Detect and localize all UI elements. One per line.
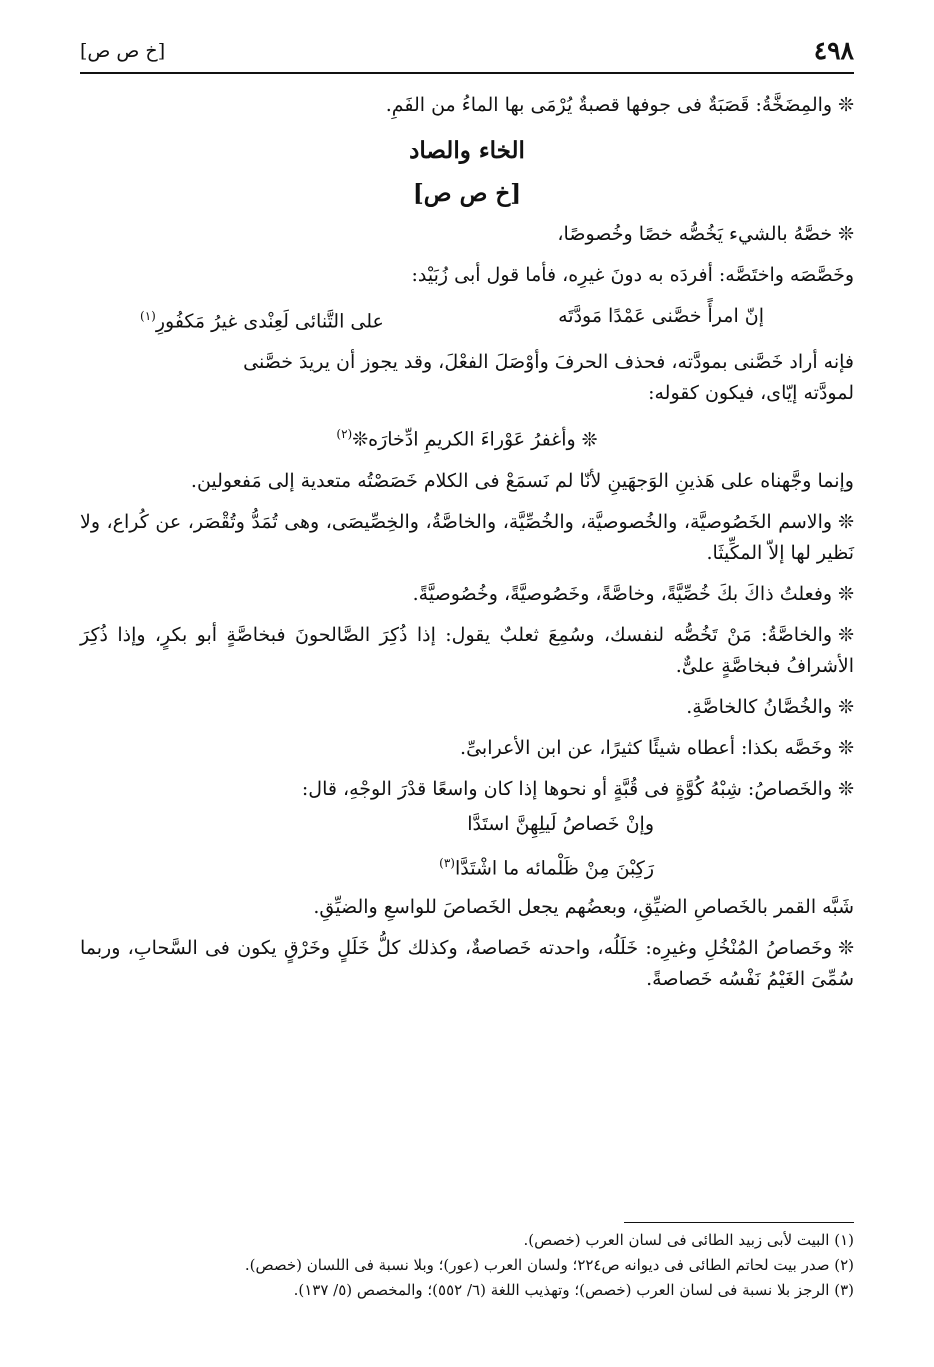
section-title: الخاء والصاد [409, 137, 525, 164]
verse-first-hemistich: إنّ امرأً خصَّنى عَمْدًا مَودَّتَه [558, 305, 764, 327]
entry-khasas: ❊والخَصاصُ: شِبْهُ كُوَّةٍ فى قُبَّةٍ أو نحوها إذا كان واسعًا قدْرَ الوجْهِ، قال: [301, 777, 854, 800]
footnote-ref-2: (٢) [336, 427, 353, 442]
page-header [80, 36, 854, 72]
star-icon: ❊ [838, 223, 854, 245]
entry-khassasahu: وخَصَّصَه واختَصَّه: أفردَه به دونَ غيرِه، فأما قول أبى زُبَيْد: [411, 264, 854, 286]
footnote-1: (١) البيت لأبى زبيد الطائى فى لسان العرب (خصص). [523, 1231, 854, 1249]
rajaz-line-2: رَكِبْنَ مِنْ ظَلْمائه ما اشْتَدَّا$^{(٣)}$ [439, 855, 654, 879]
verse-second-hemistich: على التَّنائى لَعِنْدى غيرُ مَكفُورِ$^{(١)}$ [140, 309, 384, 333]
star-icon: ❊ [838, 510, 854, 533]
footnote-ref-1: (١) [140, 309, 156, 323]
verse-hatim: ❊وأغفرُ عَوْراءَ الكريمِ ادِّخارَه❊$^{(٢)}$ [336, 427, 598, 451]
entry-fa-innahu-cont: لمودَّته إيّاى، فيكون كقوله: [648, 382, 854, 405]
star-icon: ❊ [838, 736, 854, 759]
entry-khassahu-bi: ❊وخَصَّه بكذا: أعطاه شيئًا كثيرًا، عن ابن الأعرابىِّ. [460, 736, 854, 759]
star-icon: ❊ [838, 582, 854, 605]
entry-khussan: ❊والخُصَّانُ كالخاصَّةِ. [686, 695, 854, 718]
star-icon: ❊ [838, 777, 854, 800]
entry-ism: ❊والاسم الخَصُوصيَّة، والخُصوصيَّة، والخُصِّيَّة، والخاصَّةُ، والخِصِّيصَى، وهى تُمَدُّ وتُقْصَر، عن كُراع، ولا نَظير لها إلاّ المكِّيثَا. [80, 510, 854, 564]
footnote-ref-3: (٣) [439, 855, 455, 870]
entry-madkhakha: ❊والمِضَخَّةُ: قَصَبَةٌ فى جوفها قصبةٌ يُرْمَى بها الماءُ من الفَمِ. [385, 94, 854, 116]
header-divider [80, 72, 854, 74]
root-title: [خ ص ص] [412, 180, 522, 207]
footnote-divider [624, 1222, 854, 1223]
entry-faalat: ❊وفعلتُ ذاكَ بكَ خُصِّيَّةً، وخاصَّةً، وخَصُوصيَّةً، وخُصُوصيَّةً. [412, 582, 854, 605]
entry-khassahu: ❊خصَّهُ بالشيء يَخُصُّه خصًا وخُصوصًا، [557, 223, 854, 245]
footnote-2: (٢) صدر بيت لحاتم الطائى فى ديوانه ص٢٢٤؛ ولسان العرب (عور)؛ وبلا نسبة فى اللسان (خصص). [244, 1256, 854, 1274]
footnote-3: (٣) الرجز بلا نسبة فى لسان العرب (خصص)؛ وتهذيب اللغة (٦/ ٥٥٢)؛ والمخصص (٥/ ١٣٧). [293, 1281, 854, 1299]
page-body [80, 90, 854, 1005]
entry-fa-innahu: فإنه أراد خَصَّنى بمودَّته، فحذف الحرفَ وأوْصَلَ الفعْلَ، وقد يجوز أن يريدَ خصَّنى [243, 351, 854, 374]
star-icon: ❊ [838, 623, 854, 646]
entry-shabbah: شَبَّه القمر بالخَصاصِ الضيِّقِ، وبعضُهم يجعل الخَصاصَ للواسعِ والضيِّقِ. [313, 895, 854, 918]
star-icon: ❊ [838, 94, 854, 116]
footnotes [80, 1228, 854, 1303]
star-icon: ❊ [581, 428, 598, 451]
star-icon: ❊ [838, 936, 854, 959]
verse-abi-zubayd [80, 301, 854, 337]
entry-khassa: ❊والخاصَّةُ: مَنْ تَخُصُّه لنفسك، وسُمِعَ ثعلبٌ يقول: إذا ذُكِرَ الصَّالحونَ فبخاصَّةٍ أبو بكرٍ، وإذا ذُكِرَ الأشرافُ فبخاصَّةٍ علىٌّ. [80, 623, 854, 677]
star-icon: ❊ [838, 695, 854, 718]
entry-innama: وإنما وجَّهناه على هَذينِ الوَجهَينِ لأنّا لم نَسمَعْ فى الكلام خَصَصْتُه متعدية إلى مَفعولين. [190, 469, 854, 492]
star-icon: ❊ [352, 428, 369, 451]
running-head: [خ ص ص] [80, 40, 166, 62]
rajaz-line-1: وإنْ خَصاصُ لَيلِهِنَّ استَدَّا [467, 812, 654, 835]
page-number: ٤٩٨ [813, 36, 854, 65]
entry-khasas-munkhul: ❊وخَصاصُ المُنْخُلِ وغيرِه: خَلَلُه، واحدته خَصاصةٌ، وكذلك كلُّ خَلَلٍ وخَرْقٍ يكون فى السَّحابِ، وربما سُمِّىَ الغَيْمُ نَفْسُه خَصاصةً. [80, 936, 854, 990]
